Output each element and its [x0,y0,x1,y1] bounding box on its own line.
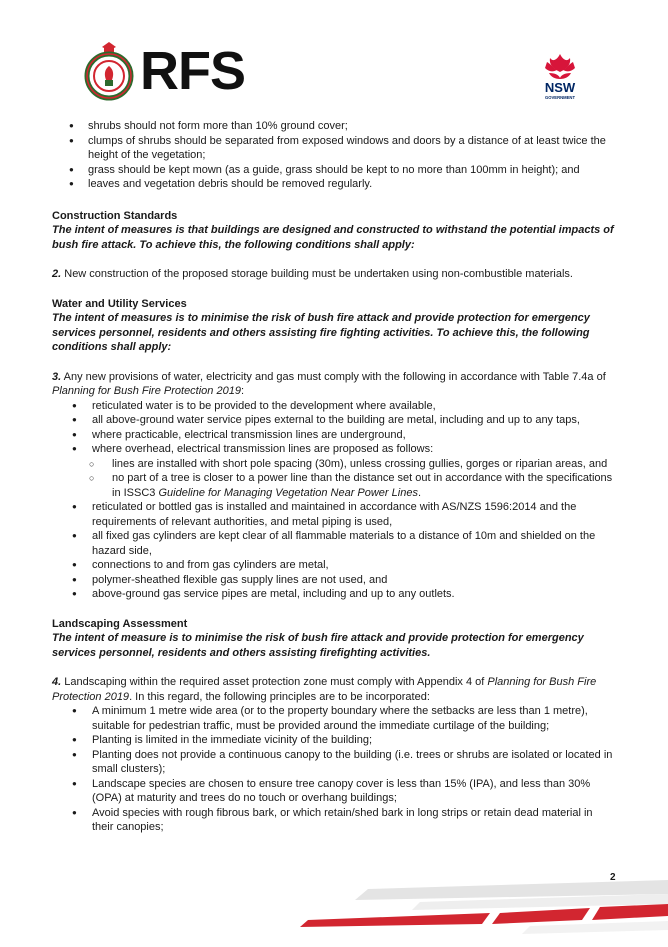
condition-number: 4. [52,676,62,688]
condition-4 [52,675,614,704]
list-item: ● where practicable, electrical transmission lines are underground, [52,428,614,443]
page-number: 2 [610,872,616,883]
sub-item-text: no part of a tree is closer to a power line than the distance set out in accordance with the specifications in ISSC3 [112,472,613,499]
document-reference: Planning for Bush Fire Protection 2019 [52,676,597,703]
list-item: ● reticulated water is to be provided to the development where available, [52,399,614,414]
water-bullet-list [52,399,614,457]
list-item: ● where overhead, electrical transmission lines are proposed as follows: [52,442,614,457]
condition-text-end: . In this regard, the following principles are to be incorporated: [129,690,430,703]
condition-3 [52,370,614,399]
water-bullet-list-2 [52,500,614,602]
landscaping-intent: The intent of measure is to minimise the risk of bush fire attack and provide protection for emergency services personnel, residents and others assisting firefighting activities. [52,632,584,659]
sub-list-item: ○ lines are installed with short pole spacing (30m), unless crossing gullies, gorges or riparian areas, and [52,457,614,472]
list-item: ● polymer-sheathed flexible gas supply lines are not used, and [52,573,614,588]
list-item: ● reticulated or bottled gas is installed and maintained in accordance with AS/NZS 1596:2014 and the requirements of relevant authorities, and metal piping is used, [52,500,614,529]
list-item: ● all fixed gas cylinders are kept clear of all flammable materials to a distance of 10m and shielded on the hazard side, [52,529,614,558]
section-title-landscaping: Landscaping Assessment [52,617,188,630]
condition-text: Any new provisions of water, electricity and gas must comply with the following in accordance with Table 7.4a of [61,370,606,383]
page-header [0,0,668,115]
footer-stripes-graphic [300,880,668,947]
condition-text: New construction of the proposed storage building must be undertaken using non-combustible materials. [61,268,573,280]
rfs-crest-logo [84,40,134,102]
list-item: ● Planting is limited in the immediate vicinity of the building; [52,733,614,748]
sub-item-text-end: . [417,486,422,499]
condition-text-end: : [240,385,245,397]
water-sub-list [52,457,614,501]
list-item: ● above-ground gas service pipes are metal, including and up to any outlets. [52,587,614,602]
landscaping-bullet-list [52,704,614,835]
list-item: ● Avoid species with rough fibrous bark, or which retain/shed bark in long strips or retain dead material in their canopies; [52,806,614,835]
condition-number: 2. [52,268,62,280]
document-reference: Planning for Bush Fire Protection 2019 [52,385,241,397]
document-reference: Guideline for Managing Vegetation Near Power Lines [158,486,418,499]
list-item: ● Landscape species are chosen to ensure tree canopy cover is less than 15% (IPA), and less than 30% (OPA) at maturity and trees do no touch or overhang buildings; [52,777,614,806]
construction-intent: The intent of measures is that buildings are designed and constructed to withstand the potential impacts of bush fire attack. To achieve this, the following conditions shall apply: [52,224,614,251]
condition-number: 3. [52,370,62,383]
document-body [52,119,614,835]
intro-bullet-list [52,119,614,192]
list-item: ● clumps of shrubs should be separated from exposed windows and doors by a distance of at least twice the height of the vegetation; [52,134,614,163]
nsw-government-logo [535,50,585,102]
svg-text:NSW: NSW [544,80,576,95]
condition-text: Landscaping within the required asset protection zone must comply with Appendix 4 of [61,676,488,688]
list-item: ● connections to and from gas cylinders are metal, [52,558,614,573]
svg-text:GOVERNMENT: GOVERNMENT [544,95,576,100]
section-title-construction: Construction Standards [52,209,178,222]
list-item: ● shrubs should not form more than 10% ground cover; [52,119,614,134]
list-item: ● Planting does not provide a continuous canopy to the building (i.e. trees or shrubs are isolated or located in small clusters); [52,748,614,777]
list-item: ● leaves and vegetation debris should be removed regularly. [52,177,614,192]
list-item: ● A minimum 1 metre wide area (or to the property boundary where the setbacks are less than 1 metre), suitable for pedestrian traffic, must be provided around the immediate curtilage of the building; [52,704,614,733]
list-item: ● all above-ground water service pipes external to the building are metal, including and up to any taps, [52,413,614,428]
rfs-wordmark: RFS [140,41,245,101]
condition-2 [52,267,614,282]
sub-list-item [52,471,614,500]
section-title-water: Water and Utility Services [52,297,187,310]
water-intent: The intent of measures is to minimise the risk of bush fire attack and provide protection for emergency services personnel, residents and others assisting fire fighting activities. To achieve this, the following conditions shall apply: [52,312,590,353]
list-item: ● grass should be kept mown (as a guide, grass should be kept to no more than 100mm in height); and [52,163,614,178]
